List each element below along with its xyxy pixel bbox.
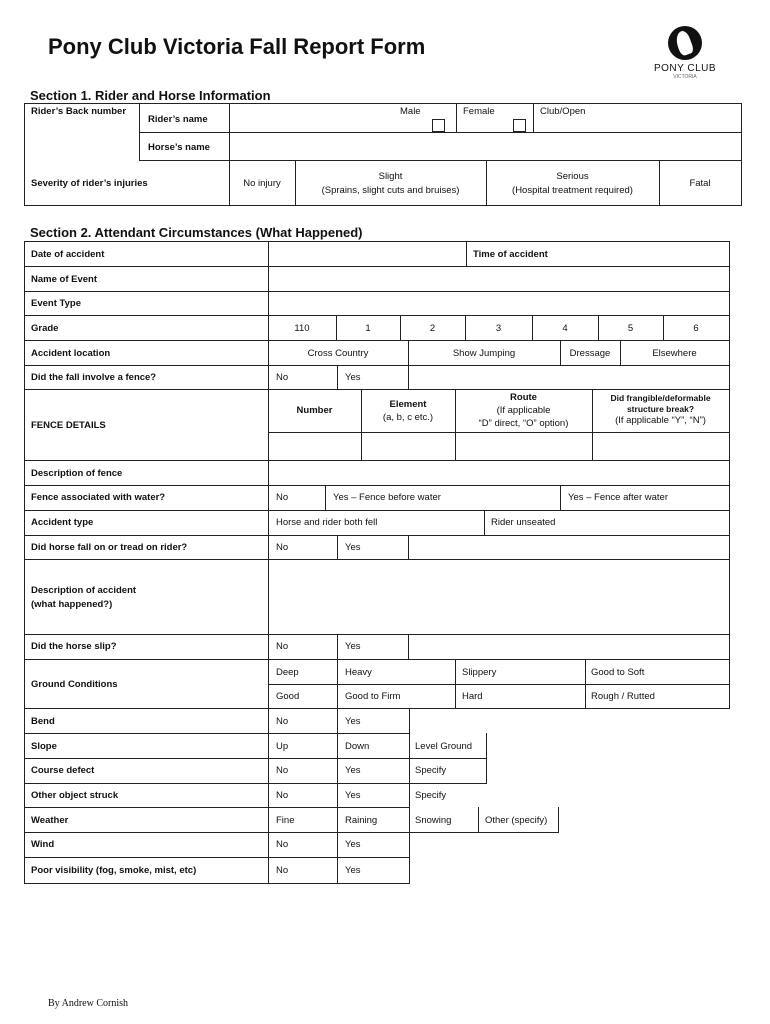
section2-heading: Section 2. Attendant Circumstances (What Happened)	[30, 225, 363, 240]
bend-no-option[interactable]: No	[276, 716, 289, 727]
other-object-no-option[interactable]: No	[276, 790, 289, 801]
section1-heading: Section 1. Rider and Horse Information	[30, 88, 271, 103]
date-field[interactable]	[270, 243, 464, 265]
wind-no-option[interactable]: No	[276, 839, 289, 850]
back-number-label: Rider’s Back number	[31, 106, 127, 117]
frangible-header2: structure break?	[626, 404, 695, 414]
bend-label: Bend	[31, 716, 55, 727]
visibility-no-option[interactable]: No	[276, 865, 289, 876]
location-show-jumping[interactable]: Show Jumping	[452, 348, 516, 359]
horses-name-label: Horse’s name	[148, 142, 210, 153]
weather-option[interactable]: Other (specify)	[485, 815, 548, 826]
ground-option[interactable]: Good	[276, 691, 300, 702]
number-header: Number	[296, 405, 333, 416]
accident-description-label: Description of accident	[31, 585, 137, 596]
ground-option[interactable]: Deep	[276, 667, 299, 678]
fence-yes-option[interactable]: Yes	[345, 372, 361, 383]
course-defect-yes-option[interactable]: Yes	[345, 765, 361, 776]
ground-conditions-label: Ground Conditions	[31, 679, 118, 690]
form-title: Pony Club Victoria Fall Report Form	[48, 34, 426, 59]
ground-option[interactable]: Slippery	[462, 667, 497, 678]
grade-option[interactable]: 4	[562, 323, 568, 334]
grade-option[interactable]: 6	[693, 323, 699, 334]
water-before-option[interactable]: Yes – Fence before water	[333, 492, 441, 503]
weather-option[interactable]: Raining	[345, 815, 378, 826]
slope-option[interactable]: Down	[345, 741, 370, 752]
visibility-yes-option[interactable]: Yes	[345, 865, 361, 876]
ground-option[interactable]: Good to Soft	[591, 667, 645, 678]
route-sub2: “D” direct, “O” option)	[478, 418, 569, 429]
weather-option[interactable]: Snowing	[415, 815, 452, 826]
location-dressage[interactable]: Dressage	[569, 348, 611, 359]
grade-option[interactable]: 2	[429, 323, 436, 334]
grade-option[interactable]: 3	[495, 323, 502, 334]
visibility-label: Poor visibility (fog, smoke, mist, etc)	[31, 865, 197, 876]
slope-option[interactable]: Up	[276, 741, 289, 752]
both-fell-option[interactable]: Horse and rider both fell	[276, 517, 378, 528]
route-sub1: (If applicable	[496, 405, 551, 416]
location-cross-country[interactable]: Cross Country	[307, 348, 369, 359]
weather-option[interactable]: Fine	[276, 815, 295, 826]
frangible-sub: (If applicable “Y”, “N”)	[615, 415, 706, 426]
course-defect-label: Course defect	[31, 765, 95, 776]
other-object-specify-label: Specify	[415, 790, 447, 801]
logo-subtext: VICTORIA	[673, 74, 697, 80]
serious-detail: (Hospital treatment required)	[512, 185, 633, 196]
location-elsewhere[interactable]: Elsewhere	[652, 348, 697, 359]
course-defect-no-option[interactable]: No	[276, 765, 289, 776]
slip-question-label: Did the horse slip?	[31, 641, 117, 652]
logo-text: PONY CLUB	[653, 63, 717, 74]
grade-label: Grade	[31, 323, 59, 334]
horse-fall-question-label: Did horse fall on or tread on rider?	[31, 542, 188, 553]
accident-description-sub: (what happened?)	[31, 599, 113, 610]
frangible-header: Did frangible/deformable	[610, 393, 711, 403]
no-injury-option[interactable]: No injury	[243, 178, 281, 189]
course-defect-specify-label: Specify	[415, 765, 447, 776]
weather-label: Weather	[31, 815, 69, 826]
bend-yes-option[interactable]: Yes	[345, 716, 361, 727]
slip-no-option[interactable]: No	[276, 641, 289, 652]
fatal-option[interactable]: Fatal	[689, 178, 711, 189]
event-type-field[interactable]	[270, 293, 728, 314]
other-object-label: Other object struck	[31, 790, 119, 801]
route-header: Route	[510, 392, 537, 403]
event-type-label: Event Type	[31, 298, 81, 309]
fence-no-option[interactable]: No	[276, 372, 289, 383]
fence-details-label: FENCE DETAILS	[31, 420, 106, 431]
serious-option[interactable]: Serious	[556, 171, 589, 182]
male-label: Male	[400, 106, 421, 117]
event-name-label: Name of Event	[31, 274, 97, 285]
female-label: Female	[463, 106, 495, 117]
slope-label: Slope	[31, 741, 57, 752]
ground-option[interactable]: Heavy	[345, 667, 372, 678]
water-no-option[interactable]: No	[276, 492, 289, 503]
slip-yes-option[interactable]: Yes	[345, 641, 361, 652]
other-object-yes-option[interactable]: Yes	[345, 790, 361, 801]
footer-author: By Andrew Cornish	[48, 998, 128, 1009]
wind-yes-option[interactable]: Yes	[345, 839, 361, 850]
ground-option[interactable]: Good to Firm	[345, 691, 401, 702]
fence-description-field[interactable]	[270, 462, 728, 484]
time-label: Time of accident	[473, 249, 548, 260]
male-checkbox[interactable]	[432, 119, 445, 132]
ground-option[interactable]: Rough / Rutted	[591, 691, 655, 702]
slight-option[interactable]: Slight	[378, 171, 403, 182]
horse-fall-no-option[interactable]: No	[276, 542, 289, 553]
club-open-label: Club/Open	[540, 106, 586, 117]
grade-option[interactable]: 1	[365, 323, 371, 334]
grade-option[interactable]: 110	[294, 323, 310, 334]
slope-option[interactable]: Level Ground	[415, 741, 473, 752]
fence-description-label: Description of fence	[31, 468, 123, 479]
pony-club-logo	[650, 26, 720, 80]
riders-name-field[interactable]	[232, 105, 392, 131]
water-after-option[interactable]: Yes – Fence after water	[568, 492, 668, 503]
water-question-label: Fence associated with water?	[31, 492, 166, 503]
severity-label: Severity of rider’s injuries	[31, 178, 148, 189]
horses-name-field[interactable]	[232, 134, 740, 159]
riders-name-label: Rider’s name	[148, 114, 208, 125]
element-header: Element	[389, 399, 427, 410]
horse-fall-yes-option[interactable]: Yes	[345, 542, 361, 553]
accident-description-field[interactable]	[270, 561, 728, 633]
horse-head-icon	[668, 26, 702, 60]
location-label: Accident location	[31, 348, 111, 359]
date-label: Date of accident	[31, 249, 105, 260]
wind-label: Wind	[31, 839, 55, 850]
ground-option[interactable]: Hard	[462, 691, 483, 702]
grade-option[interactable]: 5	[627, 323, 634, 334]
element-sub: (a, b, c etc.)	[382, 412, 434, 423]
slight-detail: (Sprains, slight cuts and bruises)	[321, 185, 460, 196]
unseated-option[interactable]: Rider unseated	[491, 517, 556, 528]
accident-type-label: Accident type	[31, 517, 94, 528]
event-name-field[interactable]	[270, 268, 728, 290]
female-checkbox[interactable]	[513, 119, 526, 132]
fence-question-label: Did the fall involve a fence?	[31, 372, 157, 383]
